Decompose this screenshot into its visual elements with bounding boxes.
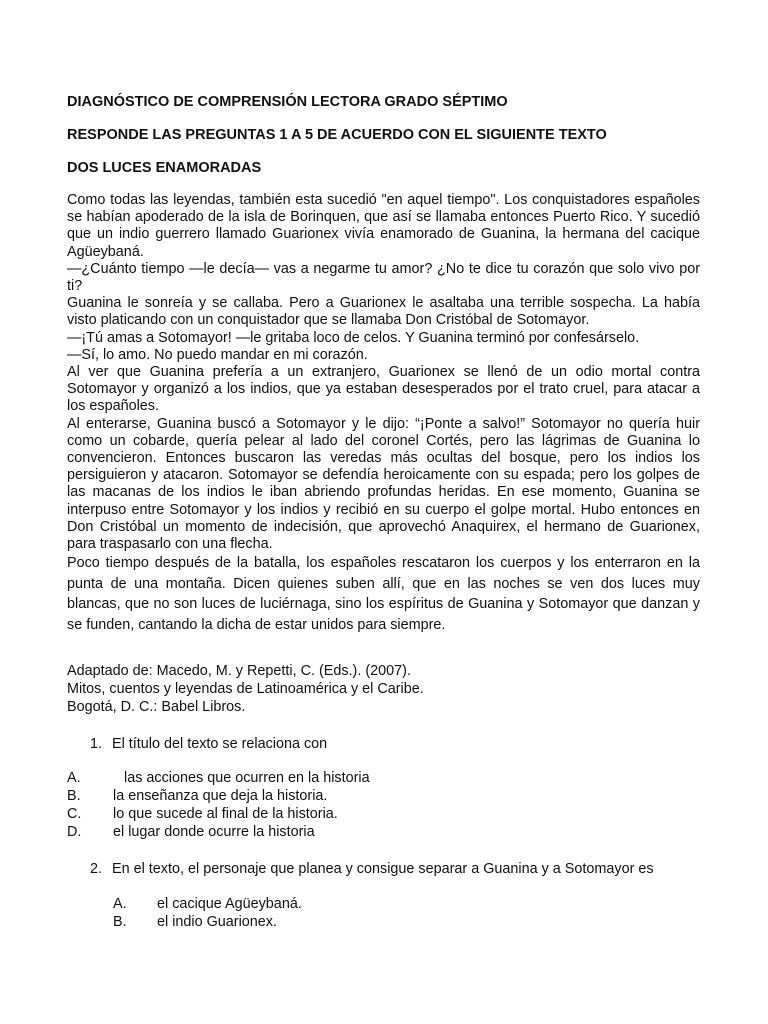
story-paragraph: —Sí, lo amo. No puedo mandar en mi corazón. [67, 346, 368, 363]
option-letter: B. [113, 914, 127, 930]
question-text: El título del texto se relaciona con [112, 736, 328, 752]
citation-line: Bogotá, D. C.: Babel Libros. [67, 699, 246, 715]
question-1 [90, 735, 327, 753]
story-paragraph: Poco tiempo después de la batalla, los españoles rescataron los cuerpos y los enterraron en la punta de una montaña. Dicen quienes suben allí, que en las noches se ven dos luces muy blancas, que no son luces de luciérnaga, sino los espíritus de Guanina y Sotomayor que danzan y se funden, cantando la dicha de estar unidos para siempre. [67, 555, 700, 633]
option-letter: A. [113, 896, 127, 912]
story-paragraph: Guanina le sonreía y se callaba. Pero a Guarionex le asaltaba una terrible sospecha. La había visto platicando con un conquistador que se llamaba Don Cristóbal de Sotomayor. [67, 295, 700, 329]
document-title: DIAGNÓSTICO DE COMPRENSIÓN LECTORA GRADO SÉPTIMO [67, 94, 508, 110]
option-letter: C. [67, 806, 82, 822]
story-title: DOS LUCES ENAMORADAS [67, 160, 262, 176]
story-paragraph: Al ver que Guanina prefería a un extranjero, Guarionex se llenó de un odio mortal contra Sotomayor y organizó a los indios, que ya estaban desesperados por el trato cruel, para atacar a los españoles. [67, 364, 700, 415]
question-number: 1. [90, 736, 103, 752]
instruction-heading: RESPONDE LAS PREGUNTAS 1 A 5 DE ACUERDO CON EL SIGUIENTE TEXTO [67, 127, 607, 143]
option-text: el cacique Agüeybaná. [157, 896, 302, 912]
question-2-option-a [113, 896, 302, 914]
story-paragraph: Al enterarse, Guanina buscó a Sotomayor y le dijo: “¡Ponte a salvo!” Sotomayor no quería huir como un cobarde, quería pelear al lado del coronel Cortés, pero las lágrimas de Guanina lo convencieron. Entonces buscaron las veredas más ocultas del bosque, pero los indios los persiguieron y atacaron. Sotomayor se defendía heroicamente con su espada; pero los golpes de las macanas de los indios le iban abriendo profundas heridas. En ese momento, Guanina se interpuso entre Sotomayor y los indios y recibió en su cuerpo el golpe mortal. Hubo entonces en Don Cristóbal un momento de indecisión, que aprovechó Anaquirex, el hermano de Guarionex, para traspasarlo con una flecha. [67, 415, 700, 553]
option-letter: D. [67, 824, 82, 840]
question-2 [90, 860, 654, 878]
option-text: lo que sucede al final de la historia. [113, 806, 338, 822]
question-1-option-c [67, 806, 338, 824]
option-letter: A. [67, 770, 81, 786]
story-paragraph: Como todas las leyendas, también esta sucedió "en aquel tiempo". Los conquistadores españoles se habían apoderado de la isla de Borinquen, que así se llamaba entonces Puerto Rico. Y sucedió que un indio guerrero llamado Guarionex vivía enamorado de Guanina, la hermana del cacique Agüeybaná. [67, 192, 700, 260]
option-letter: B. [67, 788, 81, 804]
option-text: la enseñanza que deja la historia. [113, 788, 328, 804]
option-text: el indio Guarionex. [157, 914, 277, 930]
citation-line: Mitos, cuentos y leyendas de Latinoamérica y el Caribe. [67, 681, 424, 697]
story-text [67, 192, 700, 635]
question-1-option-a [67, 770, 370, 788]
option-text: el lugar donde ocurre la historia [113, 824, 315, 840]
source-citation [67, 662, 424, 716]
story-paragraph: —¡Tú amas a Sotomayor! —le gritaba loco de celos. Y Guanina terminó por confesárselo. [67, 329, 640, 346]
question-text: En el texto, el personaje que planea y consigue separar a Guanina y a Sotomayor es [112, 861, 654, 877]
story-paragraph: —¿Cuánto tiempo —le decía— vas a negarme tu amor? ¿No te dice tu corazón que solo vivo por ti? [67, 260, 700, 295]
question-2-option-b [113, 914, 277, 932]
option-text: las acciones que ocurren en la historia [124, 770, 370, 786]
question-number: 2. [90, 861, 103, 877]
citation-line: Adaptado de: Macedo, M. y Repetti, C. (Eds.). (2007). [67, 663, 411, 679]
question-1-option-d [67, 824, 315, 842]
question-1-option-b [67, 788, 327, 806]
